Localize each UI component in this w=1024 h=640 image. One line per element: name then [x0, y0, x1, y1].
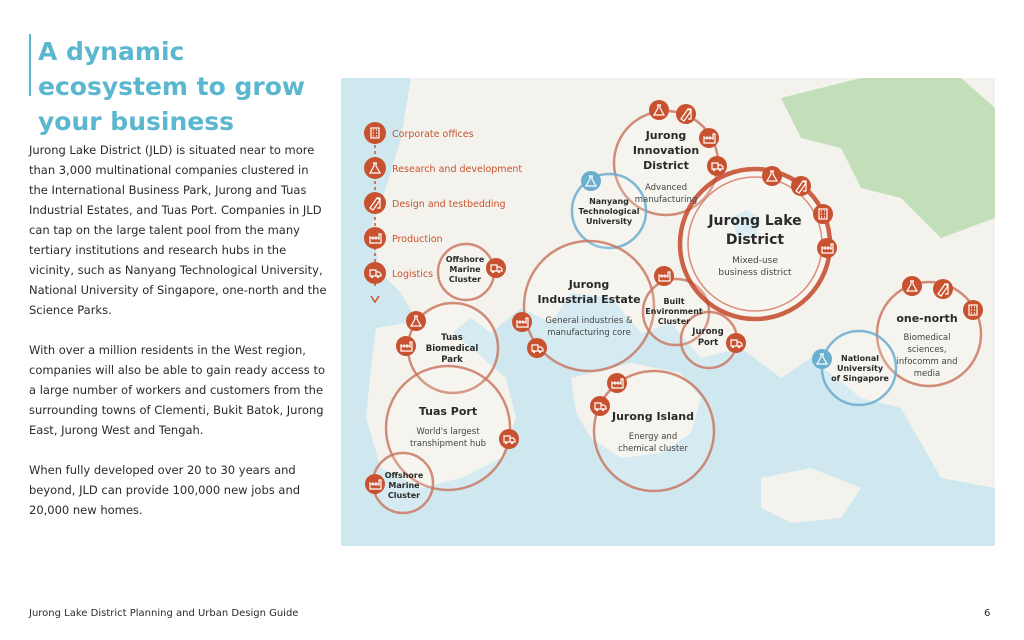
svg-text:University: University: [836, 364, 884, 373]
svg-text:media: media: [913, 369, 941, 379]
svg-text:Offshore: Offshore: [384, 471, 424, 480]
svg-text:Tuas: Tuas: [441, 333, 463, 343]
paragraph-3: When fully developed over 20 to 30 years and beyond, JLD can provide 100,000 new jobs and 20,000 new homes.: [29, 463, 301, 517]
ecosystem-map: [341, 78, 995, 546]
svg-text:of Singapore: of Singapore: [831, 374, 889, 383]
svg-text:Jurong Island: Jurong Island: [612, 410, 694, 423]
svg-text:District: District: [725, 232, 785, 248]
offshore-marine-cluster-south-label: [385, 471, 424, 500]
svg-text:manufacturing core: manufacturing core: [547, 328, 631, 338]
svg-text:National: National: [841, 354, 879, 363]
svg-text:Marine: Marine: [388, 481, 420, 490]
svg-text:Jurong: Jurong: [645, 129, 687, 142]
paragraph-1: Jurong Lake District (JLD) is situated near to more than 3,000 multinational companies clustered in the International Business Park, Jurong and Tuas Industrial Estates, and Tuas Port. Companies in JLD can tap on the large talent pool from the many tertiary institutions and research hubs in the vicinity, such as Nanyang Technological University, National University of Singapore, one-north and the Science Parks.: [29, 143, 327, 317]
svg-text:Innovation: Innovation: [632, 144, 700, 157]
svg-text:Biomedical: Biomedical: [903, 333, 951, 343]
svg-text:Cluster: Cluster: [387, 491, 421, 500]
svg-text:Energy and: Energy and: [628, 432, 678, 442]
svg-text:World's largest: World's largest: [416, 427, 480, 437]
svg-text:Production: Production: [392, 234, 443, 245]
svg-text:District: District: [643, 159, 689, 172]
svg-text:business district: business district: [718, 268, 792, 278]
svg-text:transhipment hub: transhipment hub: [409, 439, 487, 449]
svg-text:General industries &: General industries &: [545, 316, 633, 326]
svg-text:one-north: one-north: [896, 312, 958, 325]
tuas-port-label: [410, 405, 486, 449]
svg-text:Advanced: Advanced: [645, 183, 687, 193]
svg-text:Technological: Technological: [578, 207, 640, 216]
svg-text:Corporate offices: Corporate offices: [392, 129, 474, 140]
svg-text:sciences,: sciences,: [907, 345, 947, 355]
footer-guide-title: Jurong Lake District Planning and Urban Design Guide: [29, 608, 299, 619]
page-title: A dynamic ecosystem to grow your business: [38, 37, 305, 136]
svg-text:Cluster: Cluster: [448, 275, 482, 284]
svg-text:Industrial Estate: Industrial Estate: [537, 293, 641, 306]
svg-text:Jurong Lake: Jurong Lake: [708, 213, 802, 229]
svg-text:Offshore: Offshore: [445, 255, 485, 264]
svg-text:Jurong: Jurong: [692, 327, 724, 337]
svg-text:Logistics: Logistics: [392, 269, 434, 280]
svg-text:Design and testbedding: Design and testbedding: [392, 199, 506, 210]
ntu-research-icon-bg: [581, 171, 601, 191]
svg-text:Environment: Environment: [645, 307, 703, 316]
svg-text:Built: Built: [663, 297, 685, 306]
paragraph-2: With over a million residents in the West region, companies will also be able to gain ready access to a large number of workers and customers from the surrounding towns of Clementi, Bukit Batok, Jurong East, Jurong West and Tengah.: [29, 343, 325, 437]
svg-text:manufacturing: manufacturing: [634, 195, 698, 205]
svg-text:Jurong: Jurong: [568, 278, 610, 291]
svg-text:Biomedical: Biomedical: [425, 344, 479, 354]
svg-text:Port: Port: [697, 338, 719, 348]
page-number: 6: [984, 608, 991, 619]
svg-text:University: University: [585, 217, 633, 226]
svg-text:chemical cluster: chemical cluster: [618, 444, 688, 454]
svg-text:Tuas Port: Tuas Port: [418, 405, 478, 418]
svg-text:Nanyang: Nanyang: [589, 197, 629, 206]
svg-text:Park: Park: [441, 355, 463, 365]
svg-text:Research and development: Research and development: [392, 164, 523, 175]
svg-text:Marine: Marine: [449, 265, 481, 274]
title-accent-bar: [29, 34, 31, 96]
offshore-marine-cluster-north-label: [446, 255, 485, 284]
svg-text:Mixed-use: Mixed-use: [732, 256, 778, 266]
svg-text:Cluster: Cluster: [657, 317, 691, 326]
svg-text:infocomm and: infocomm and: [896, 357, 958, 367]
intro-text: [29, 140, 329, 540]
